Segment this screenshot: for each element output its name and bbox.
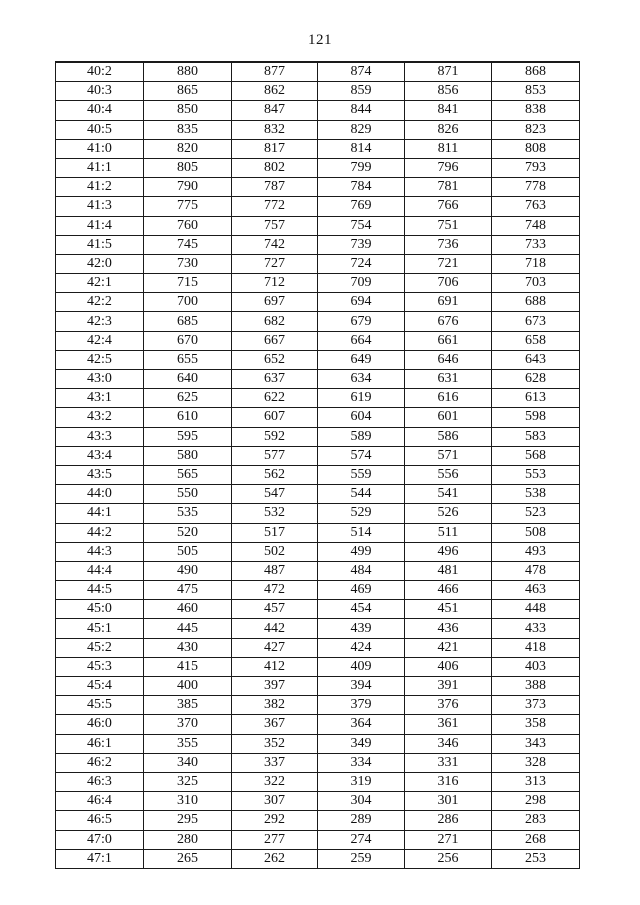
- table-row: [56, 696, 580, 715]
- value-cell: 835: [144, 120, 232, 139]
- value-cell: 598: [492, 408, 580, 427]
- value-cell: 580: [144, 446, 232, 465]
- value-cell: 748: [492, 216, 580, 235]
- value-cell: 670: [144, 331, 232, 350]
- value-cell: 448: [492, 600, 580, 619]
- value-cell: 712: [232, 274, 318, 293]
- value-cell: 745: [144, 235, 232, 254]
- table-body: [56, 62, 580, 868]
- value-cell: 451: [405, 600, 492, 619]
- value-cell: 616: [405, 389, 492, 408]
- time-cell: 45:2: [56, 638, 144, 657]
- value-cell: 571: [405, 446, 492, 465]
- value-cell: 313: [492, 772, 580, 791]
- time-cell: 47:0: [56, 830, 144, 849]
- value-cell: 553: [492, 465, 580, 484]
- value-cell: 259: [318, 849, 405, 868]
- value-cell: 568: [492, 446, 580, 465]
- table-row: [56, 446, 580, 465]
- value-cell: 385: [144, 696, 232, 715]
- value-cell: 292: [232, 811, 318, 830]
- value-cell: 532: [232, 504, 318, 523]
- value-cell: 508: [492, 523, 580, 542]
- value-cell: 352: [232, 734, 318, 753]
- value-cell: 523: [492, 504, 580, 523]
- table-row: [56, 753, 580, 772]
- value-cell: 694: [318, 293, 405, 312]
- value-cell: 412: [232, 657, 318, 676]
- table-row: [56, 82, 580, 101]
- value-cell: 487: [232, 561, 318, 580]
- time-cell: 45:5: [56, 696, 144, 715]
- value-cell: 460: [144, 600, 232, 619]
- value-cell: 358: [492, 715, 580, 734]
- time-cell: 45:3: [56, 657, 144, 676]
- value-cell: 433: [492, 619, 580, 638]
- time-cell: 43:0: [56, 370, 144, 389]
- value-cell: 502: [232, 542, 318, 561]
- value-cell: 772: [232, 197, 318, 216]
- value-cell: 865: [144, 82, 232, 101]
- value-cell: 427: [232, 638, 318, 657]
- page-number: 121: [308, 32, 332, 48]
- time-cell: 45:0: [56, 600, 144, 619]
- value-cell: 610: [144, 408, 232, 427]
- value-cell: 778: [492, 178, 580, 197]
- value-cell: 685: [144, 312, 232, 331]
- value-cell: 595: [144, 427, 232, 446]
- value-cell: 790: [144, 178, 232, 197]
- table-row: [56, 350, 580, 369]
- value-cell: 361: [405, 715, 492, 734]
- table-row: [56, 465, 580, 484]
- value-cell: 295: [144, 811, 232, 830]
- time-cell: 42:4: [56, 331, 144, 350]
- value-cell: 793: [492, 158, 580, 177]
- value-cell: 709: [318, 274, 405, 293]
- value-cell: 781: [405, 178, 492, 197]
- table-row: [56, 408, 580, 427]
- time-cell: 46:4: [56, 792, 144, 811]
- table-row: [56, 178, 580, 197]
- time-cell: 44:5: [56, 581, 144, 600]
- value-cell: 517: [232, 523, 318, 542]
- value-cell: 454: [318, 600, 405, 619]
- value-cell: 754: [318, 216, 405, 235]
- time-cell: 45:4: [56, 677, 144, 696]
- table-row: [56, 158, 580, 177]
- value-cell: 757: [232, 216, 318, 235]
- value-cell: 799: [318, 158, 405, 177]
- value-cell: 868: [492, 62, 580, 82]
- value-cell: 820: [144, 139, 232, 158]
- value-cell: 319: [318, 772, 405, 791]
- value-cell: 511: [405, 523, 492, 542]
- value-cell: 331: [405, 753, 492, 772]
- value-cell: 469: [318, 581, 405, 600]
- value-cell: 271: [405, 830, 492, 849]
- value-cell: 484: [318, 561, 405, 580]
- value-cell: 505: [144, 542, 232, 561]
- value-cell: 733: [492, 235, 580, 254]
- time-cell: 42:5: [56, 350, 144, 369]
- value-cell: 391: [405, 677, 492, 696]
- value-cell: 436: [405, 619, 492, 638]
- table-row: [56, 542, 580, 561]
- value-cell: 499: [318, 542, 405, 561]
- value-cell: 310: [144, 792, 232, 811]
- value-cell: 526: [405, 504, 492, 523]
- table-row: [56, 139, 580, 158]
- value-cell: 520: [144, 523, 232, 542]
- value-cell: 763: [492, 197, 580, 216]
- value-cell: 766: [405, 197, 492, 216]
- time-cell: 40:3: [56, 82, 144, 101]
- time-cell: 47:1: [56, 849, 144, 868]
- value-cell: 871: [405, 62, 492, 82]
- value-cell: 478: [492, 561, 580, 580]
- value-cell: 667: [232, 331, 318, 350]
- value-cell: 397: [232, 677, 318, 696]
- value-cell: 679: [318, 312, 405, 331]
- value-cell: 346: [405, 734, 492, 753]
- value-cell: 418: [492, 638, 580, 657]
- value-cell: 403: [492, 657, 580, 676]
- value-cell: 718: [492, 254, 580, 273]
- time-cell: 41:2: [56, 178, 144, 197]
- value-cell: 493: [492, 542, 580, 561]
- value-cell: 760: [144, 216, 232, 235]
- table-row: [56, 120, 580, 139]
- value-cell: 496: [405, 542, 492, 561]
- time-cell: 45:1: [56, 619, 144, 638]
- value-cell: 841: [405, 101, 492, 120]
- time-cell: 42:2: [56, 293, 144, 312]
- value-cell: 619: [318, 389, 405, 408]
- value-cell: 784: [318, 178, 405, 197]
- table-row: [56, 312, 580, 331]
- value-cell: 421: [405, 638, 492, 657]
- table-row: [56, 427, 580, 446]
- value-cell: 775: [144, 197, 232, 216]
- value-cell: 625: [144, 389, 232, 408]
- time-cell: 46:1: [56, 734, 144, 753]
- value-cell: 622: [232, 389, 318, 408]
- value-cell: 874: [318, 62, 405, 82]
- time-cell: 44:3: [56, 542, 144, 561]
- time-cell: 43:2: [56, 408, 144, 427]
- score-table: [55, 61, 580, 869]
- value-cell: 739: [318, 235, 405, 254]
- time-cell: 43:5: [56, 465, 144, 484]
- time-cell: 40:4: [56, 101, 144, 120]
- value-cell: 859: [318, 82, 405, 101]
- value-cell: 640: [144, 370, 232, 389]
- value-cell: 643: [492, 350, 580, 369]
- value-cell: 769: [318, 197, 405, 216]
- table-row: [56, 101, 580, 120]
- value-cell: 274: [318, 830, 405, 849]
- value-cell: 655: [144, 350, 232, 369]
- value-cell: 289: [318, 811, 405, 830]
- value-cell: 583: [492, 427, 580, 446]
- value-cell: 373: [492, 696, 580, 715]
- time-cell: 44:4: [56, 561, 144, 580]
- value-cell: 604: [318, 408, 405, 427]
- value-cell: 823: [492, 120, 580, 139]
- value-cell: 286: [405, 811, 492, 830]
- table-row: [56, 561, 580, 580]
- value-cell: 796: [405, 158, 492, 177]
- table-row: [56, 235, 580, 254]
- value-cell: 538: [492, 485, 580, 504]
- time-cell: 41:1: [56, 158, 144, 177]
- value-cell: 442: [232, 619, 318, 638]
- value-cell: 829: [318, 120, 405, 139]
- value-cell: 472: [232, 581, 318, 600]
- table-row: [56, 523, 580, 542]
- time-cell: 46:3: [56, 772, 144, 791]
- value-cell: 703: [492, 274, 580, 293]
- value-cell: 646: [405, 350, 492, 369]
- value-cell: 280: [144, 830, 232, 849]
- value-cell: 727: [232, 254, 318, 273]
- table-row: [56, 274, 580, 293]
- table-row: [56, 370, 580, 389]
- table-row: [56, 619, 580, 638]
- value-cell: 544: [318, 485, 405, 504]
- value-cell: 811: [405, 139, 492, 158]
- value-cell: 355: [144, 734, 232, 753]
- value-cell: 661: [405, 331, 492, 350]
- value-cell: 547: [232, 485, 318, 504]
- value-cell: 265: [144, 849, 232, 868]
- value-cell: 805: [144, 158, 232, 177]
- table-row: [56, 254, 580, 273]
- value-cell: 589: [318, 427, 405, 446]
- value-cell: 856: [405, 82, 492, 101]
- value-cell: 445: [144, 619, 232, 638]
- value-cell: 364: [318, 715, 405, 734]
- value-cell: 706: [405, 274, 492, 293]
- value-cell: 844: [318, 101, 405, 120]
- table-row: [56, 485, 580, 504]
- time-cell: 41:5: [56, 235, 144, 254]
- value-cell: 880: [144, 62, 232, 82]
- value-cell: 787: [232, 178, 318, 197]
- value-cell: 637: [232, 370, 318, 389]
- table-row: [56, 677, 580, 696]
- value-cell: 325: [144, 772, 232, 791]
- value-cell: 832: [232, 120, 318, 139]
- value-cell: 388: [492, 677, 580, 696]
- value-cell: 574: [318, 446, 405, 465]
- time-cell: 46:2: [56, 753, 144, 772]
- value-cell: 376: [405, 696, 492, 715]
- value-cell: 322: [232, 772, 318, 791]
- value-cell: 652: [232, 350, 318, 369]
- value-cell: 586: [405, 427, 492, 446]
- value-cell: 736: [405, 235, 492, 254]
- value-cell: 664: [318, 331, 405, 350]
- value-cell: 337: [232, 753, 318, 772]
- time-cell: 44:1: [56, 504, 144, 523]
- value-cell: 298: [492, 792, 580, 811]
- value-cell: 535: [144, 504, 232, 523]
- value-cell: 307: [232, 792, 318, 811]
- value-cell: 853: [492, 82, 580, 101]
- time-cell: 43:3: [56, 427, 144, 446]
- value-cell: 328: [492, 753, 580, 772]
- value-cell: 613: [492, 389, 580, 408]
- value-cell: 721: [405, 254, 492, 273]
- value-cell: 751: [405, 216, 492, 235]
- table-row: [56, 600, 580, 619]
- value-cell: 430: [144, 638, 232, 657]
- value-cell: 256: [405, 849, 492, 868]
- time-cell: 41:0: [56, 139, 144, 158]
- value-cell: 367: [232, 715, 318, 734]
- table-row: [56, 734, 580, 753]
- value-cell: 700: [144, 293, 232, 312]
- value-cell: 514: [318, 523, 405, 542]
- value-cell: 559: [318, 465, 405, 484]
- value-cell: 814: [318, 139, 405, 158]
- value-cell: 862: [232, 82, 318, 101]
- value-cell: 682: [232, 312, 318, 331]
- value-cell: 724: [318, 254, 405, 273]
- table-row: [56, 331, 580, 350]
- time-cell: 43:1: [56, 389, 144, 408]
- value-cell: 382: [232, 696, 318, 715]
- time-cell: 42:0: [56, 254, 144, 273]
- table-row: [56, 293, 580, 312]
- value-cell: 631: [405, 370, 492, 389]
- value-cell: 490: [144, 561, 232, 580]
- table-row: [56, 62, 580, 82]
- value-cell: 349: [318, 734, 405, 753]
- table-row: [56, 504, 580, 523]
- value-cell: 658: [492, 331, 580, 350]
- table-row: [56, 715, 580, 734]
- value-cell: 304: [318, 792, 405, 811]
- value-cell: 340: [144, 753, 232, 772]
- value-cell: 826: [405, 120, 492, 139]
- value-cell: 406: [405, 657, 492, 676]
- value-cell: 541: [405, 485, 492, 504]
- value-cell: 253: [492, 849, 580, 868]
- time-cell: 44:2: [56, 523, 144, 542]
- value-cell: 715: [144, 274, 232, 293]
- time-cell: 40:2: [56, 62, 144, 82]
- value-cell: 529: [318, 504, 405, 523]
- value-cell: 556: [405, 465, 492, 484]
- value-cell: 601: [405, 408, 492, 427]
- value-cell: 316: [405, 772, 492, 791]
- value-cell: 283: [492, 811, 580, 830]
- value-cell: 691: [405, 293, 492, 312]
- value-cell: 673: [492, 312, 580, 331]
- value-cell: 649: [318, 350, 405, 369]
- value-cell: 838: [492, 101, 580, 120]
- time-cell: 46:0: [56, 715, 144, 734]
- value-cell: 466: [405, 581, 492, 600]
- table-row: [56, 830, 580, 849]
- time-cell: 46:5: [56, 811, 144, 830]
- value-cell: 400: [144, 677, 232, 696]
- value-cell: 301: [405, 792, 492, 811]
- time-cell: 42:3: [56, 312, 144, 331]
- table-row: [56, 792, 580, 811]
- value-cell: 439: [318, 619, 405, 638]
- value-cell: 562: [232, 465, 318, 484]
- value-cell: 592: [232, 427, 318, 446]
- value-cell: 457: [232, 600, 318, 619]
- value-cell: 343: [492, 734, 580, 753]
- value-cell: 481: [405, 561, 492, 580]
- table-row: [56, 389, 580, 408]
- value-cell: 424: [318, 638, 405, 657]
- table-row: [56, 216, 580, 235]
- value-cell: 808: [492, 139, 580, 158]
- value-cell: 817: [232, 139, 318, 158]
- value-cell: 742: [232, 235, 318, 254]
- value-cell: 577: [232, 446, 318, 465]
- time-cell: 42:1: [56, 274, 144, 293]
- table-row: [56, 197, 580, 216]
- value-cell: 277: [232, 830, 318, 849]
- value-cell: 607: [232, 408, 318, 427]
- table-row: [56, 638, 580, 657]
- value-cell: 688: [492, 293, 580, 312]
- value-cell: 550: [144, 485, 232, 504]
- value-cell: 730: [144, 254, 232, 273]
- value-cell: 463: [492, 581, 580, 600]
- value-cell: 379: [318, 696, 405, 715]
- table-row: [56, 811, 580, 830]
- table-row: [56, 581, 580, 600]
- value-cell: 847: [232, 101, 318, 120]
- value-cell: 634: [318, 370, 405, 389]
- value-cell: 394: [318, 677, 405, 696]
- value-cell: 628: [492, 370, 580, 389]
- time-cell: 44:0: [56, 485, 144, 504]
- value-cell: 409: [318, 657, 405, 676]
- table-row: [56, 849, 580, 868]
- time-cell: 43:4: [56, 446, 144, 465]
- value-cell: 697: [232, 293, 318, 312]
- time-cell: 41:4: [56, 216, 144, 235]
- value-cell: 802: [232, 158, 318, 177]
- value-cell: 268: [492, 830, 580, 849]
- time-cell: 40:5: [56, 120, 144, 139]
- time-cell: 41:3: [56, 197, 144, 216]
- table-row: [56, 657, 580, 676]
- value-cell: 334: [318, 753, 405, 772]
- value-cell: 262: [232, 849, 318, 868]
- value-cell: 415: [144, 657, 232, 676]
- value-cell: 370: [144, 715, 232, 734]
- value-cell: 850: [144, 101, 232, 120]
- value-cell: 676: [405, 312, 492, 331]
- value-cell: 565: [144, 465, 232, 484]
- table-row: [56, 772, 580, 791]
- value-cell: 475: [144, 581, 232, 600]
- value-cell: 877: [232, 62, 318, 82]
